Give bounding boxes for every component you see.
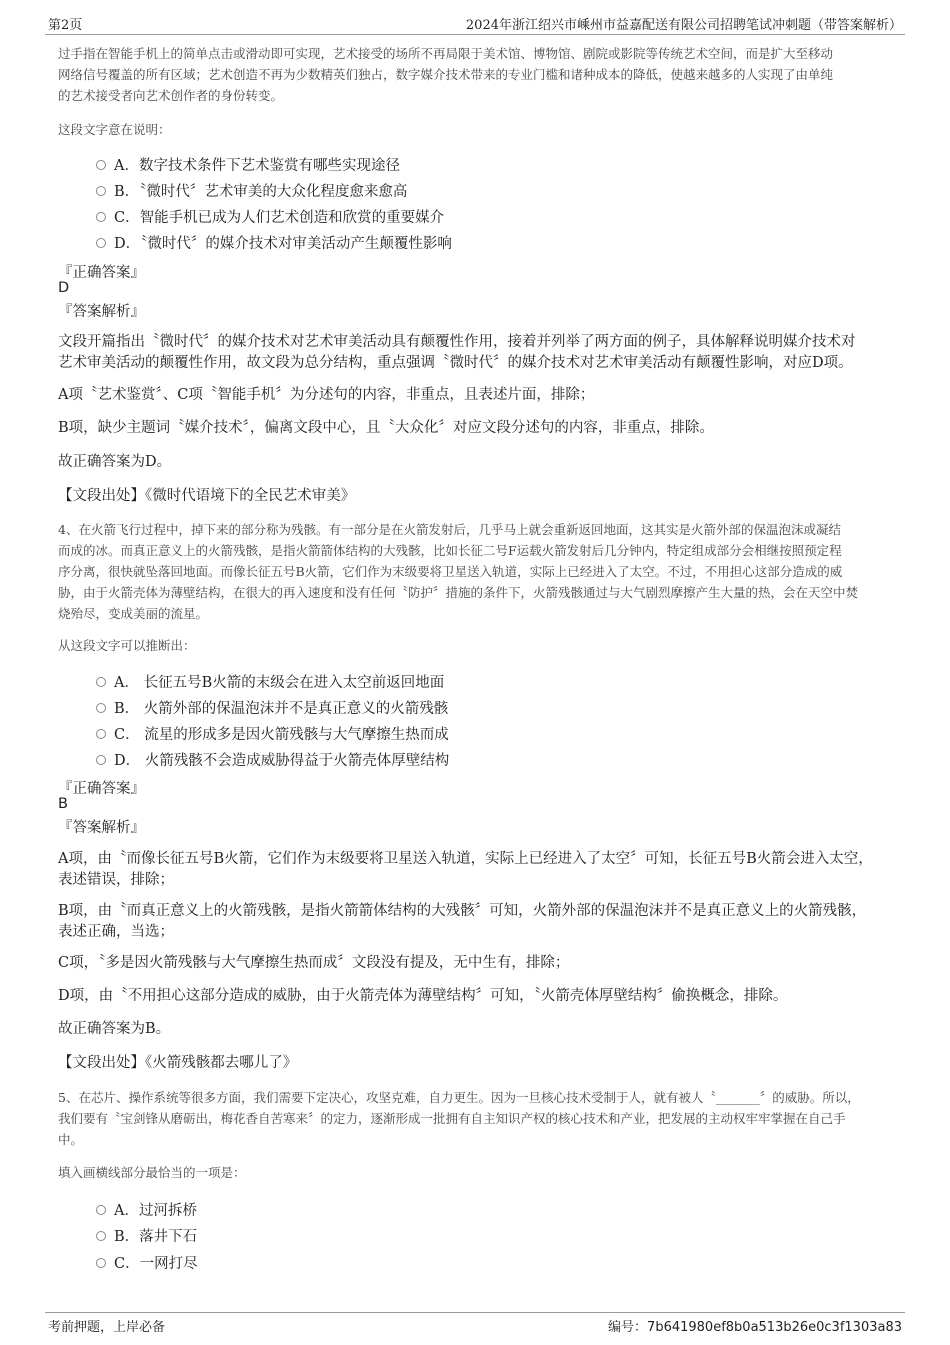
analysis-line: B项，由〝而真正意义上的火箭残骸，是指火箭箭体结构的大残骸〞可知，火箭外部的保温泡沫并不是真正意义上的火箭残骸，: [58, 903, 867, 919]
radio-icon[interactable]: [96, 677, 106, 687]
code-label: 编号：: [608, 1320, 648, 1335]
page-footer: [45, 1312, 905, 1335]
q4-analysis-label: 『答案解析』: [58, 820, 145, 836]
q4-analysis-paragraph: [58, 901, 898, 943]
analysis-line: 文段开篇指出〝微时代〞的媒介技术对艺术审美活动具有颠覆性作用，接着并列举了两方面的例子，具体解释说明媒介技术对: [58, 334, 856, 350]
analysis-line: 艺术审美活动的颠覆性作用，故文段为总分结构，重点强调〝微时代〞的媒介技术对艺术审美活动有颠覆性影响，对应D项。: [58, 355, 853, 371]
option-label: D．〝微时代〞的媒介技术对审美活动产生颠覆性影响: [114, 236, 452, 252]
passage-line: 过手指在智能手机上的简单点击或滑动即可实现，艺术接受的场所不再局限于美术馆、博物馆、剧院或影院等传统艺术空间，而是扩大至移动: [58, 46, 834, 61]
radio-icon[interactable]: [96, 1205, 106, 1215]
q3-analysis-paragraph: [58, 332, 898, 374]
q3-passage: [58, 43, 898, 106]
option-label: B． 火箭外部的保温泡沫并不是真正意义的火箭残骸: [114, 701, 449, 717]
passage-line: 的艺术接受者向艺术创作者的身份转变。: [58, 88, 284, 103]
q3-answer-label: 『正确答案』: [58, 265, 145, 281]
radio-icon[interactable]: [96, 160, 106, 170]
radio-icon[interactable]: [96, 1258, 106, 1268]
analysis-line: A项，由〝而像长征五号B火箭，它们作为末级要将卫星送入轨道，实际上已经进入了太空〞可知，长征五号B火箭会进入太空，: [58, 851, 873, 867]
q3-option-d[interactable]: [96, 232, 452, 253]
q5-option-b[interactable]: [96, 1225, 197, 1246]
q3-analysis-paragraph: B项，缺少主题词〝媒介技术〞，偏离文段中心，且〝大众化〞对应文段分述句的内容，非重点，排除。: [58, 420, 714, 436]
passage-line: 5、在芯片、操作系统等很多方面，我们需要下定决心，攻坚克难，自力更生。因为一旦核心技术受制于人，就有被人〝_______〞的威胁。所以，: [58, 1090, 860, 1105]
q4-prompt: 从这段文字可以推断出：: [58, 638, 196, 653]
q5-option-c[interactable]: [96, 1252, 198, 1273]
radio-icon[interactable]: [96, 212, 106, 222]
passage-line: 我们要有〝宝剑锋从磨砺出，梅花香自苦寒来〞的定力，逐渐形成一批拥有自主知识产权的核心技术和产业，把发展的主动权牢牢掌握在自己手: [58, 1111, 846, 1126]
option-label: C． 流星的形成多是因火箭残骸与大气摩擦生热而成: [114, 727, 449, 743]
q4-option-a[interactable]: [96, 671, 444, 692]
passage-line: 烧殆尽，变成美丽的流星。: [58, 606, 209, 621]
q4-analysis-paragraph: [58, 849, 898, 891]
q4-option-b[interactable]: [96, 697, 448, 718]
q3-analysis-label: 『答案解析』: [58, 304, 145, 320]
option-label: C．智能手机已成为人们艺术创造和欣赏的重要媒介: [114, 210, 445, 226]
q4-option-d[interactable]: [96, 749, 449, 770]
radio-icon[interactable]: [96, 729, 106, 739]
document-title: 2024年浙江绍兴市嵊州市益嘉配送有限公司招聘笔试冲刺题（带答案解析）: [465, 18, 902, 33]
q4-option-c[interactable]: [96, 723, 449, 744]
q5-prompt: 填入画横线部分最恰当的一项是：: [58, 1165, 246, 1180]
q4-source: 【文段出处】《火箭残骸都去哪儿了》: [58, 1055, 298, 1071]
passage-line: 序分离，很快就坠落回地面。而像长征五号B火箭，它们作为末级要将卫星送入轨道，实际上已经进入了太空。不过，不用担心这部分造成的威: [58, 564, 843, 579]
footer-slogan: 考前押题，上岸必备: [48, 1320, 166, 1335]
radio-icon[interactable]: [96, 703, 106, 713]
q4-answer: B: [58, 796, 68, 812]
q3-conclusion: 故正确答案为D。: [58, 454, 172, 470]
passage-line: 网络信号覆盖的所有区域；艺术创造不再为少数精英们独占，数字媒介技术带来的专业门槛和诸种成本的降低，使越来越多的人实现了由单纯: [58, 67, 834, 82]
analysis-line: 表述正确，当选；: [58, 924, 174, 940]
radio-icon[interactable]: [96, 186, 106, 196]
q4-analysis-paragraph: C项，〝多是因火箭残骸与大气摩擦生热而成〞文段没有提及，无中生有，排除；: [58, 955, 570, 971]
passage-line: 胁，由于火箭壳体为薄壁结构，在很大的再入速度和没有任何〝防护〞措施的条件下，火箭残骸通过与大气剧烈摩擦产生大量的热，会在天空中焚: [58, 585, 859, 600]
q4-passage: [58, 519, 898, 624]
q3-option-a[interactable]: [96, 154, 400, 175]
code-value: 7b641980ef8b0a513b26e0c3f1303a83: [647, 1320, 902, 1335]
page-number: 第2页: [48, 18, 83, 33]
passage-line: 中。: [58, 1132, 84, 1147]
q3-answer: D: [58, 280, 70, 296]
passage-line: 而成的冰。而真正意义上的火箭残骸，是指火箭箭体结构的大残骸，比如长征二号F运载火箭发射后几分钟内，特定组成部分会相继按照预定程: [58, 543, 842, 558]
q3-option-c[interactable]: [96, 206, 444, 227]
q5-passage: [58, 1087, 898, 1150]
option-label: A． 长征五号B火箭的末级会在进入太空前返回地面: [114, 675, 445, 691]
q3-source: 【文段出处】《微时代语境下的全民艺术审美》: [58, 488, 356, 504]
q3-analysis-paragraph: A项〝艺术鉴赏〞、C项〝智能手机〞为分述句的内容，非重点，且表述片面，排除；: [58, 387, 595, 403]
radio-icon[interactable]: [96, 755, 106, 765]
analysis-line: 表述错误，排除；: [58, 872, 174, 888]
q4-answer-label: 『正确答案』: [58, 781, 145, 797]
radio-icon[interactable]: [96, 1231, 106, 1241]
radio-icon[interactable]: [96, 238, 106, 248]
q4-analysis-paragraph: D项，由〝不用担心这部分造成的威胁，由于火箭壳体为薄壁结构〞可知，〝火箭壳体厚壁结构〞偷换概念，排除。: [58, 988, 788, 1004]
option-label: A．过河拆桥: [114, 1203, 197, 1219]
q3-option-b[interactable]: [96, 180, 407, 201]
option-label: A．数字技术条件下艺术鉴赏有哪些实现途径: [114, 158, 400, 174]
q4-conclusion: 故正确答案为B。: [58, 1021, 171, 1037]
document-code: [608, 1316, 902, 1335]
q5-option-a[interactable]: [96, 1199, 197, 1220]
option-label: B．〝微时代〞艺术审美的大众化程度愈来愈高: [114, 184, 408, 200]
page-header: [45, 14, 905, 35]
passage-line: 4、在火箭飞行过程中，掉下来的部分称为残骸。有一部分是在火箭发射后，几乎马上就会重新返回地面，这其实是火箭外部的保温泡沫或凝结: [58, 522, 841, 537]
option-label: D． 火箭残骸不会造成威胁得益于火箭壳体厚壁结构: [114, 753, 450, 769]
option-label: C．一网打尽: [114, 1256, 198, 1272]
q3-prompt: 这段文字意在说明：: [58, 122, 171, 137]
option-label: B．落井下石: [114, 1229, 198, 1245]
